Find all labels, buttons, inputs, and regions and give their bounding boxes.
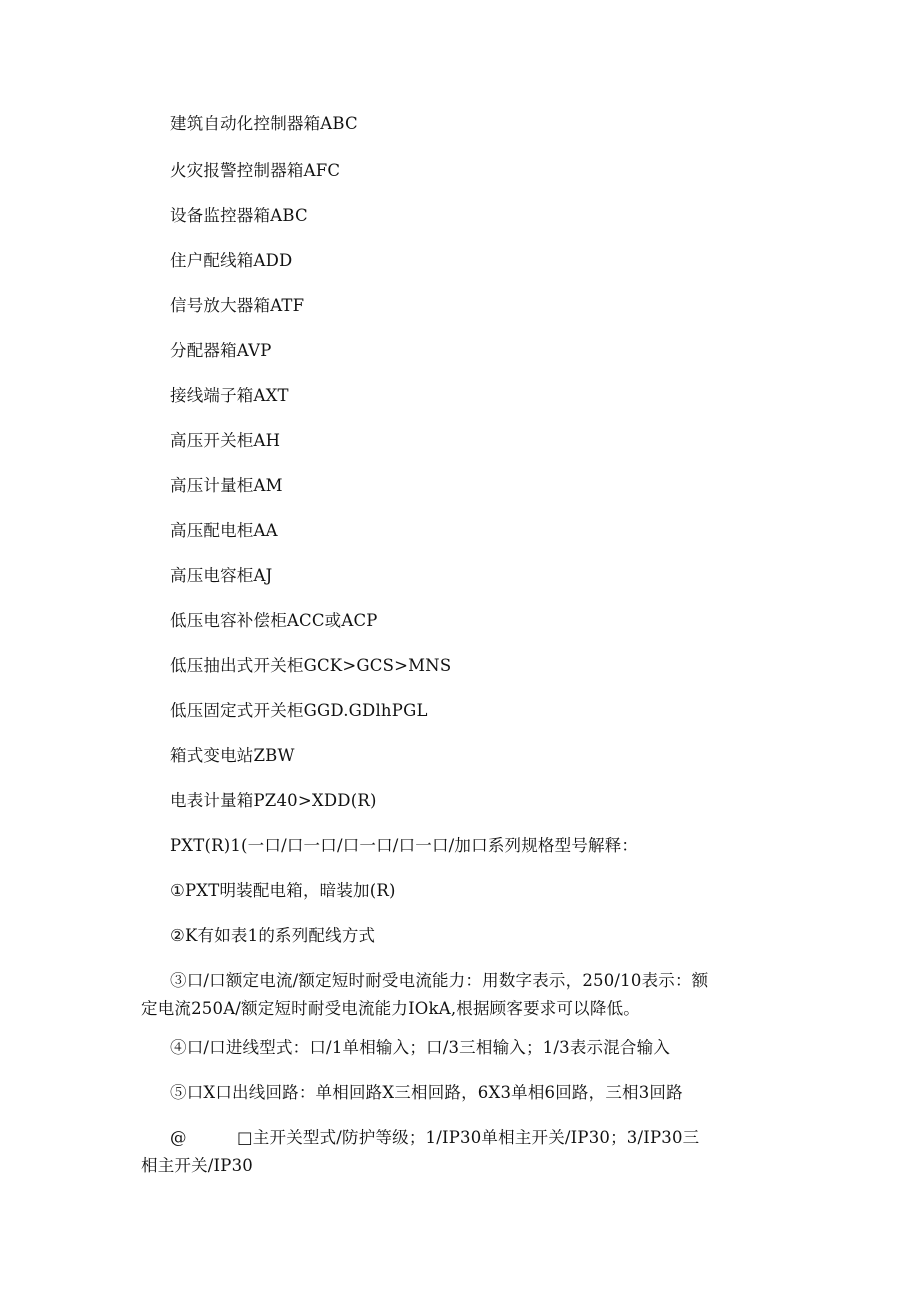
doc-line-8: 高压开关柜AH xyxy=(170,431,281,450)
doc-line-5: 信号放大器箱ATF xyxy=(170,296,305,315)
doc-line-9: 高压计量柜AM xyxy=(170,476,283,495)
doc-line-1: 建筑自动化控制器箱ABC xyxy=(170,114,358,133)
doc-line-3: 设备监控器箱ABC xyxy=(170,206,308,225)
doc-line-4: 住户配线箱ADD xyxy=(170,251,293,270)
doc-line-6: 分配器箱AVP xyxy=(170,341,272,360)
doc-paragraph-rated-current-line-1: ③口/口额定电流/额定短时耐受电流能力：用数字表示，250/10表示：额 xyxy=(170,971,709,990)
doc-line-14: 低压固定式开关柜GGD.GDlhPGL xyxy=(170,701,428,720)
doc-paragraph-main-switch-line-2: 相主开关/IP30 xyxy=(141,1156,253,1175)
doc-line-16: 电表计量箱PZ40>XDD(R) xyxy=(170,791,377,810)
doc-line-17: PXT(R)1(一口/口一口/口一口/口一口/加口系列规格型号解释： xyxy=(170,836,639,855)
doc-line-7: 接线端子箱AXT xyxy=(170,386,289,405)
doc-line-output-circuit: ⑤口X口出线回路：单相回路X三相回路，6X3单相6回路，三相3回路 xyxy=(170,1083,683,1102)
doc-line-12: 低压电容补偿柜ACC或ACP xyxy=(170,611,378,630)
doc-paragraph-rated-current xyxy=(141,967,781,1023)
doc-line-15: 箱式变电站ZBW xyxy=(170,746,295,765)
doc-line-10: 高压配电柜AA xyxy=(170,521,278,540)
doc-paragraph-main-switch-line-1: □主开关型式/防护等级；1/IP30单相主开关/IP30；3/IP30三 xyxy=(237,1128,700,1147)
doc-line-11: 高压电容柜AJ xyxy=(170,566,273,585)
doc-line-input-type: ④口/口进线型式：口/1单相输入；口/3三相输入；1/3表示混合输入 xyxy=(170,1038,671,1057)
doc-line-13: 低压抽出式开关柜GCK>GCS>MNS xyxy=(170,656,452,675)
doc-paragraph-main-switch xyxy=(141,1124,781,1180)
doc-line-2: 火灾报警控制器箱AFC xyxy=(170,161,341,180)
doc-line-19: ②K有如表1的系列配线方式 xyxy=(170,926,376,945)
doc-paragraph-rated-current-line-2: 定电流250A/额定短时耐受电流能力IOkA,根据顾客要求可以降低。 xyxy=(141,999,640,1018)
doc-paragraph-marker: @ xyxy=(170,1128,187,1147)
doc-line-18: ①PXT明装配电箱，暗装加(R) xyxy=(170,881,396,900)
